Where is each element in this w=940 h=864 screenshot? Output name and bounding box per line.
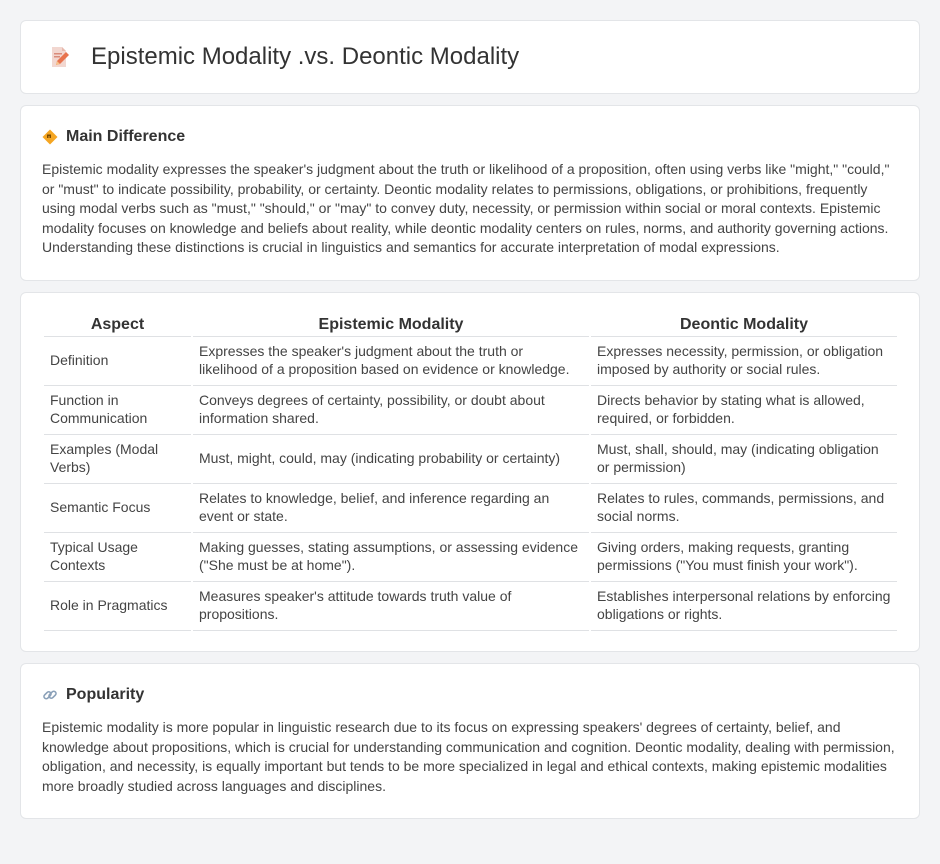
popularity-card <box>20 663 920 819</box>
popularity-title: Popularity <box>66 685 145 703</box>
page-title: Epistemic Modality .vs. Deontic Modality <box>91 43 520 70</box>
comparison-table <box>42 313 899 631</box>
header-deontic: Deontic Modality <box>591 313 897 337</box>
row-epistemic: Expresses the speaker's judgment about the truth or likelihood of a proposition based on evidence or knowledge. <box>193 337 589 386</box>
row-deontic: Relates to rules, commands, permissions, and social norms. <box>591 484 897 533</box>
row-epistemic: Measures speaker's attitude towards truth value of propositions. <box>193 582 589 631</box>
popularity-text: Epistemic modality is more popular in linguistic research due to its focus on expressing speakers' degrees of certainty, belief, and knowledge about propositions, which is crucial for understanding communication and cognition. Deontic modality, dealing with permission, obligation, and necessity, is equally important but tends to be more specialized in legal and ethical contexts, making epistemic modalities more broadly studied across languages and disciplines. <box>42 718 895 794</box>
header-epistemic: Epistemic Modality <box>193 313 589 337</box>
table-row <box>44 337 897 386</box>
row-epistemic: Conveys degrees of certainty, possibility, or doubt about information shared. <box>193 386 589 435</box>
header-aspect: Aspect <box>44 313 191 337</box>
row-epistemic: Must, might, could, may (indicating probability or certainty) <box>193 435 589 484</box>
row-aspect: Role in Pragmatics <box>44 582 191 631</box>
popularity-header <box>42 686 899 704</box>
table-header-row <box>44 313 897 337</box>
row-aspect: Definition <box>44 337 191 386</box>
row-deontic: Giving orders, making requests, granting permissions ("You must finish your work"). <box>591 533 897 582</box>
table-row <box>44 533 897 582</box>
header-card <box>20 20 920 94</box>
row-epistemic: Relates to knowledge, belief, and inference regarding an event or state. <box>193 484 589 533</box>
link-icon <box>42 687 58 703</box>
row-aspect: Semantic Focus <box>44 484 191 533</box>
table-row <box>44 484 897 533</box>
row-deontic: Expresses necessity, permission, or obligation imposed by authority or social rules. <box>591 337 897 386</box>
row-deontic: Directs behavior by stating what is allowed, required, or forbidden. <box>591 386 897 435</box>
main-difference-card <box>20 105 920 281</box>
row-aspect: Function in Communication <box>44 386 191 435</box>
diamond-sign-icon <box>42 129 58 145</box>
table-row <box>44 582 897 631</box>
main-difference-title: Main Difference <box>66 128 186 145</box>
row-deontic: Must, shall, should, may (indicating obligation or permission) <box>591 435 897 484</box>
row-deontic: Establishes interpersonal relations by enforcing obligations or rights. <box>591 582 897 631</box>
table-row <box>44 386 897 435</box>
main-difference-header <box>42 128 899 146</box>
document-edit-icon <box>47 45 71 69</box>
comparison-table-card <box>20 292 920 652</box>
table-row <box>44 435 897 484</box>
row-epistemic: Making guesses, stating assumptions, or assessing evidence ("She must be at home"). <box>193 533 589 582</box>
main-difference-text: Epistemic modality expresses the speaker's judgment about the truth or likelihood of a proposition, often using verbs like "might," "could," or "must" to indicate possibility, probability, or certainty. Deontic modality relates to permissions, obligations, or prohibitions, frequently using modal verbs such as "must," "should," or "may" to convey duty, necessity, or permission within social or moral contexts. Epistemic modality focuses on knowledge and beliefs about reality, while deontic modality centers on rules, norms, and authority governing actions. Understanding these distinctions is crucial in linguistics and semantics for accurate interpretation of modal expressions. <box>42 161 890 256</box>
row-aspect: Examples (Modal Verbs) <box>44 435 191 484</box>
row-aspect: Typical Usage Contexts <box>44 533 191 582</box>
